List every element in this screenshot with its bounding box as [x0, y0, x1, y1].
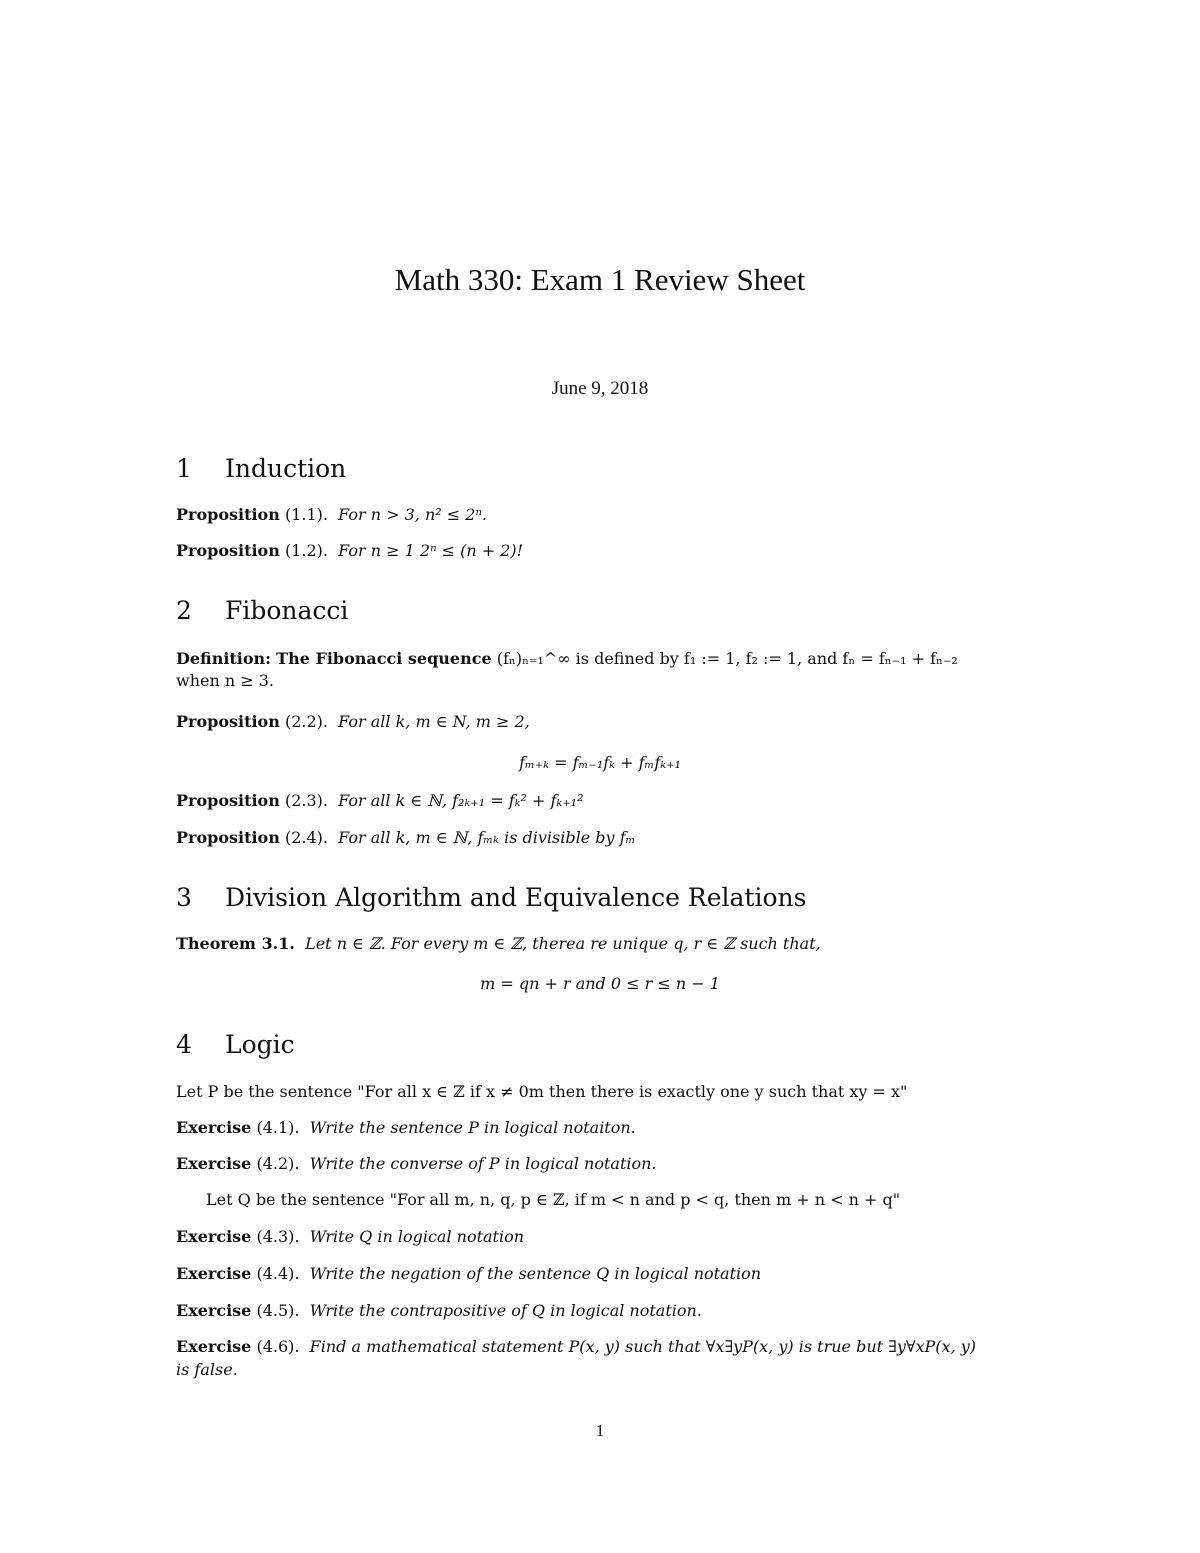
definition-fibonacci	[176, 648, 958, 670]
number: (1.1).	[284, 505, 328, 524]
section-heading-division	[176, 883, 806, 912]
label: Exercise	[176, 1301, 252, 1320]
statement: For all k, m ∈ ℕ, fₘₖ is divisible by fₘ	[338, 828, 636, 847]
label: Exercise	[176, 1118, 252, 1137]
number: (4.5).	[256, 1301, 300, 1320]
number: (1.2).	[284, 541, 328, 560]
statement: For n > 3, n² ≤ 2ⁿ.	[338, 505, 488, 524]
theorem-3-1	[176, 933, 821, 955]
document-title: Math 330: Exam 1 Review Sheet	[394, 262, 806, 297]
sentence-q-intro: Let Q be the sentence "For all m, n, q, p ∈ ℤ, if m < n and p < q, then m + n < n + q"	[206, 1190, 901, 1209]
section-title: Division Algorithm and Equivalence Relations	[225, 883, 807, 912]
section-title: Fibonacci	[225, 596, 349, 625]
statement: Let n ∈ ℤ. For every m ∈ ℤ, therea re unique q, r ∈ ℤ such that,	[305, 934, 821, 953]
exercise-4-3	[176, 1226, 524, 1248]
sentence-p-intro: Let P be the sentence "For all x ∈ ℤ if x ≠ 0m then there is exactly one y such that xy = x"	[176, 1082, 908, 1101]
number: (4.2).	[256, 1154, 300, 1173]
page-number: 1	[595, 1421, 605, 1440]
number: (4.1).	[256, 1118, 300, 1137]
number: (2.4).	[284, 828, 328, 847]
number: (2.2).	[284, 712, 328, 731]
exercise-4-4	[176, 1263, 761, 1285]
label: Exercise	[176, 1227, 252, 1246]
label: Proposition	[176, 791, 280, 810]
equation-3-1: m = qn + r and 0 ≤ r ≤ n − 1	[480, 974, 720, 993]
label: Definition:	[176, 649, 272, 668]
statement: Write Q in logical notation	[309, 1227, 525, 1246]
section-number: 3	[176, 883, 192, 912]
label: Exercise	[176, 1154, 252, 1173]
equation-2-2: fₘ₊ₖ = fₘ₋₁fₖ + fₘfₖ₊₁	[519, 753, 681, 772]
section-number: 4	[176, 1030, 192, 1059]
statement: For all k ∈ ℕ, f₂ₖ₊₁ = fₖ² + fₖ₊₁²	[338, 791, 584, 810]
label: Proposition	[176, 828, 280, 847]
number: (4.4).	[256, 1264, 300, 1283]
section-title: Logic	[225, 1030, 295, 1059]
proposition-1-2	[176, 540, 523, 562]
label: Proposition	[176, 541, 280, 560]
exercise-4-5	[176, 1300, 702, 1322]
statement: For n ≥ 1 2ⁿ ≤ (n + 2)!	[338, 541, 524, 560]
number: (4.3).	[256, 1227, 300, 1246]
label: Proposition	[176, 505, 280, 524]
label: Exercise	[176, 1264, 252, 1283]
proposition-1-1	[176, 504, 487, 526]
statement: Write the contrapositive of Q in logical notation.	[309, 1301, 702, 1320]
statement: Write the sentence P in logical notaiton.	[309, 1118, 636, 1137]
definition-fibonacci-cont: when n ≥ 3.	[176, 671, 275, 690]
section-number: 2	[176, 596, 192, 625]
section-heading-induction	[176, 454, 346, 483]
statement: Find a mathematical statement P(x, y) such that ∀x∃yP(x, y) is true but ∃y∀xP(x, y)	[309, 1337, 977, 1356]
statement: For all k, m ∈ N, m ≥ 2,	[338, 712, 530, 731]
number: (4.6).	[256, 1337, 300, 1356]
statement: Write the negation of the sentence Q in logical notation	[309, 1264, 762, 1283]
section-heading-fibonacci	[176, 596, 348, 625]
section-number: 1	[176, 454, 192, 483]
document-date: June 9, 2018	[551, 378, 649, 399]
section-title: Induction	[225, 454, 347, 483]
proposition-2-4	[176, 827, 635, 849]
term: The Fibonacci sequence	[276, 649, 492, 668]
label: Proposition	[176, 712, 280, 731]
proposition-2-2	[176, 711, 530, 733]
exercise-4-1	[176, 1117, 636, 1139]
label: Exercise	[176, 1337, 252, 1356]
proposition-2-3	[176, 790, 584, 812]
section-heading-logic	[176, 1030, 295, 1059]
definition-text: (fₙ)ₙ₌₁^∞ is defined by f₁ := 1, f₂ := 1, and fₙ = fₙ₋₁ + fₙ₋₂	[496, 649, 958, 668]
number: (2.3).	[284, 791, 328, 810]
statement: Write the converse of P in logical notation.	[309, 1154, 657, 1173]
label: Theorem 3.1.	[176, 934, 295, 953]
exercise-4-6-cont: is false.	[176, 1360, 238, 1379]
exercise-4-2	[176, 1153, 657, 1175]
exercise-4-6	[176, 1336, 976, 1358]
